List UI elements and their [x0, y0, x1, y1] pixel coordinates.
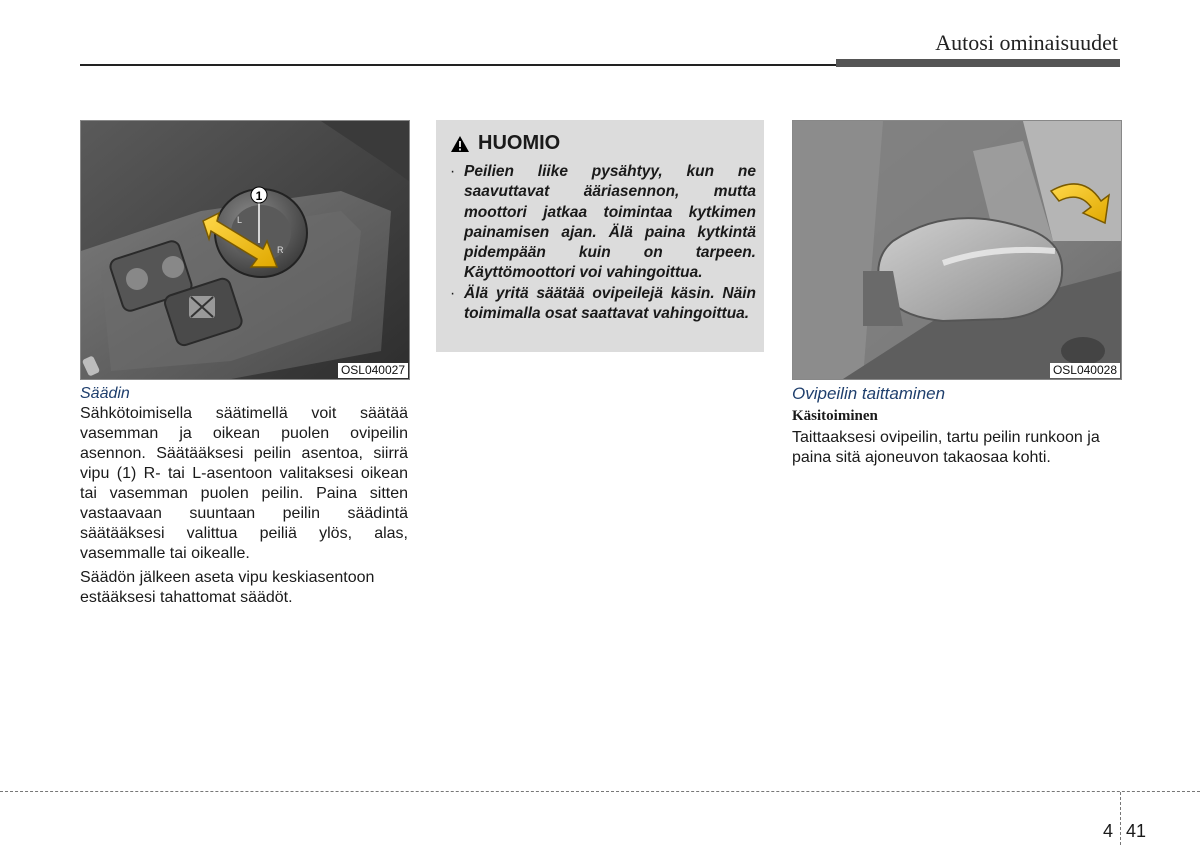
header-title: Autosi ominaisuudet — [935, 30, 1118, 55]
caution-title: HUOMIO — [478, 132, 561, 154]
right-column — [792, 384, 1120, 468]
figure-code: OSL040027 — [338, 363, 408, 378]
folding-mirror-illustration — [793, 121, 1121, 379]
callout-number: 1 — [255, 189, 263, 203]
section-caption: Ovipeilin taittaminen — [792, 384, 946, 403]
switch-label-l: L — [237, 215, 243, 225]
chapter-number: 4 — [1103, 821, 1114, 841]
caution-list — [450, 162, 756, 324]
body-paragraph: Säädön jälkeen aseta vipu keskiasentoon estääksesi tahattomat säädöt. — [80, 569, 375, 606]
body-paragraph: Taittaaksesi ovipeilin, tartu peilin runkoon ja paina sitä ajoneuvon takaosaa kohti. — [792, 429, 1100, 466]
folding-mirror-figure — [792, 120, 1122, 380]
caution-heading — [450, 132, 560, 155]
switch-label-r: R — [277, 245, 284, 255]
header-bar — [836, 59, 1120, 67]
footer-divider — [1120, 792, 1121, 845]
caution-item: · Peilien liike pysähtyy, kun ne saavuttavat ääriasennon, mutta moottori jatkaa toimintaa kytkimen painamisen ajan. Älä paina kytkintä pidempään kuin on tarpeen. Käyttömoottori voi vahingoittua. — [450, 163, 756, 282]
mirror-switch-illustration — [81, 121, 409, 379]
caution-item: · Älä yritä säätää ovipeilejä käsin. Näin toimimalla osat saattavat vahingoittua. — [450, 284, 756, 323]
figure-code: OSL040028 — [1050, 363, 1120, 378]
body-paragraph: Sähkötoimisella säätimellä voit säätää vasemman ja oikean puolen ovipeilin asennon. Säätääksesi peilin asentoa, siirrä vipu (1) R- tai L-asentoon valitaksesi oikean tai vasemman puolen peilin. Paina sitten vastaavaan suuntaan peilin säädintä säätääksesi valittua peiliä ylös, alas, vasemmalle tai oikealle. — [80, 405, 408, 562]
left-column — [80, 384, 408, 608]
section-caption: Säädin — [80, 385, 130, 402]
subheading: Käsitoiminen — [792, 408, 878, 424]
header-rule — [80, 64, 836, 66]
footer-rule — [0, 791, 1200, 792]
caution-item-text: Älä yritä säätää ovipeilejä käsin. Näin toimimalla osat saattavat vahingoittua. — [464, 284, 756, 323]
warning-icon — [450, 135, 470, 153]
page-number: 41 — [1126, 821, 1147, 841]
caution-item-text: Peilien liike pysähtyy, kun ne saavuttavat ääriasennon, mutta moottori jatkaa toimintaa kytkimen painamisen ajan. Älä paina kytkintä pidempään kuin on tarpeen. Käyttömoottori voi vahingoittua. — [464, 163, 756, 282]
mirror-switch-figure — [80, 120, 410, 380]
caution-box — [436, 120, 764, 352]
